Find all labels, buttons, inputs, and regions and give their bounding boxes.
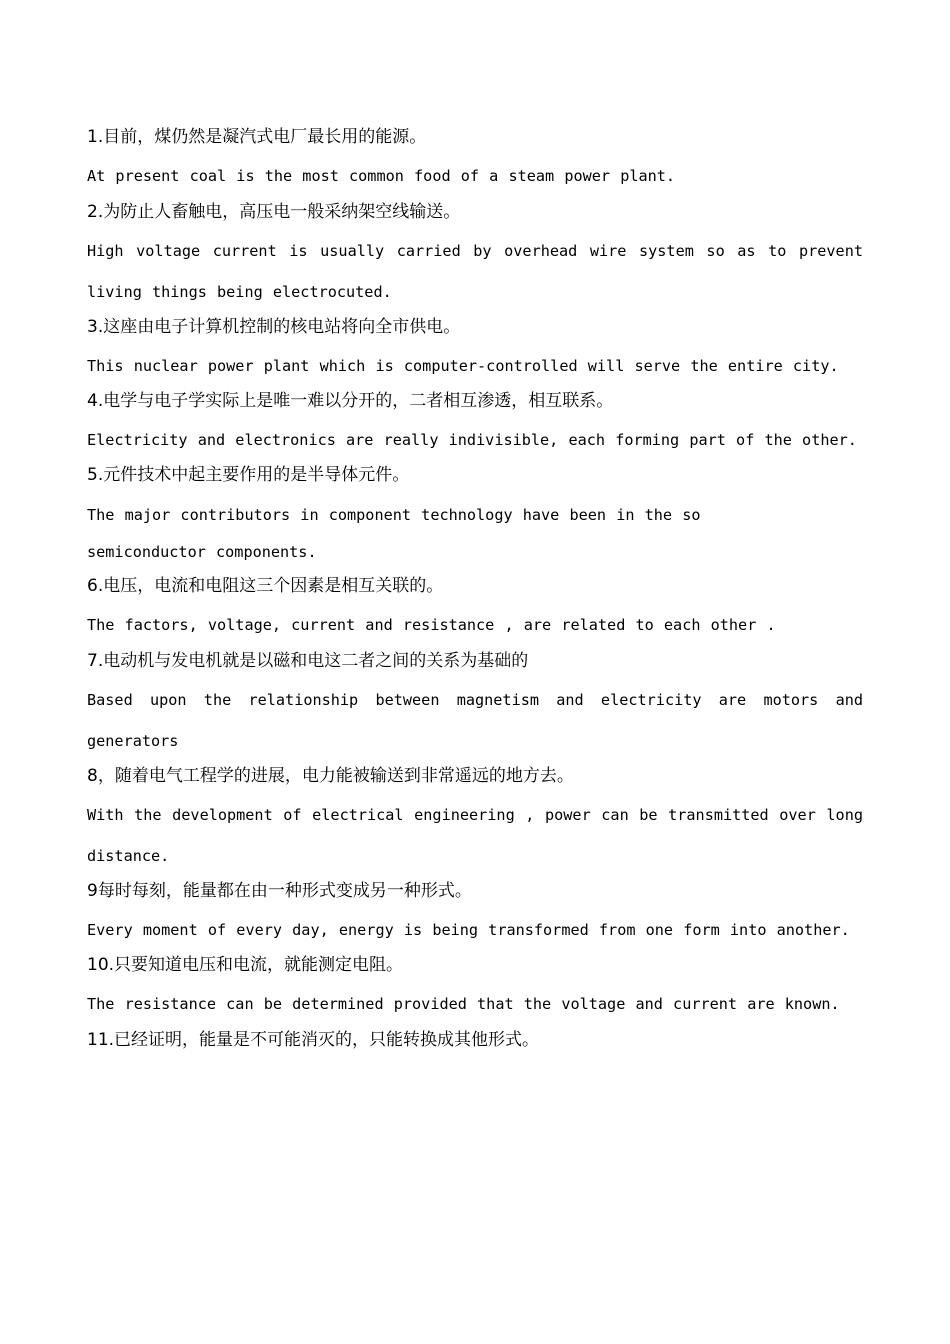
english-translation-1: At present coal is the most common food of a steam power plant.: [87, 167, 676, 185]
chinese-sentence-6: 6.电压，电流和电阻这三个因素是相互关联的。: [87, 576, 444, 596]
chinese-sentence-9: 9每时每刻，能量都在由一种形式变成另一种形式。: [87, 881, 472, 901]
english-translation-5: The major contributors in component technology have been in the so semiconductor components.: [87, 506, 701, 561]
english-translation-10: The resistance can be determined provided that the voltage and current are known.: [87, 995, 840, 1013]
english-translation-4: Electricity and electronics are really indivisible, each forming part of the other.: [87, 431, 857, 449]
chinese-sentence-7: 7.电动机与发电机就是以磁和电这二者之间的关系为基础的: [87, 651, 529, 671]
english-translation-6: The factors, voltage, current and resistance , are related to each other .: [87, 616, 776, 634]
chinese-sentence-5: 5.元件技术中起主要作用的是半导体元件。: [87, 465, 410, 485]
chinese-sentence-10: 10.只要知道电压和电流，就能测定电阻。: [87, 955, 404, 975]
english-translation-7: Based upon the relationship between magnetism and electricity are motors and generators: [87, 691, 863, 750]
chinese-sentence-4: 4.电学与电子学实际上是唯一难以分开的，二者相互渗透，相互联系。: [87, 391, 614, 411]
english-translation-3: This nuclear power plant which is computer-controlled will serve the entire city.: [87, 357, 839, 375]
chinese-sentence-11: 11.已经证明，能量是不可能消灭的，只能转换成其他形式。: [87, 1030, 540, 1050]
document-body: [87, 122, 863, 1062]
english-translation-9: Every moment of every day, energy is being transformed from one form into another.: [87, 921, 850, 939]
chinese-sentence-3: 3.这座由电子计算机控制的核电站将向全市供电。: [87, 317, 461, 337]
english-translation-8: With the development of electrical engineering , power can be transmitted over long distance.: [87, 806, 863, 865]
chinese-sentence-1: 1.目前，煤仍然是凝汽式电厂最长用的能源。: [87, 127, 427, 147]
chinese-sentence-2: 2.为防止人畜触电，高压电一般采纳架空线输送。: [87, 202, 461, 222]
english-translation-2: High voltage current is usually carried by overhead wire system so as to prevent living things being electrocuted.: [87, 242, 863, 301]
chinese-sentence-8: 8，随着电气工程学的进展，电力能被输送到非常遥远的地方去。: [87, 766, 574, 786]
